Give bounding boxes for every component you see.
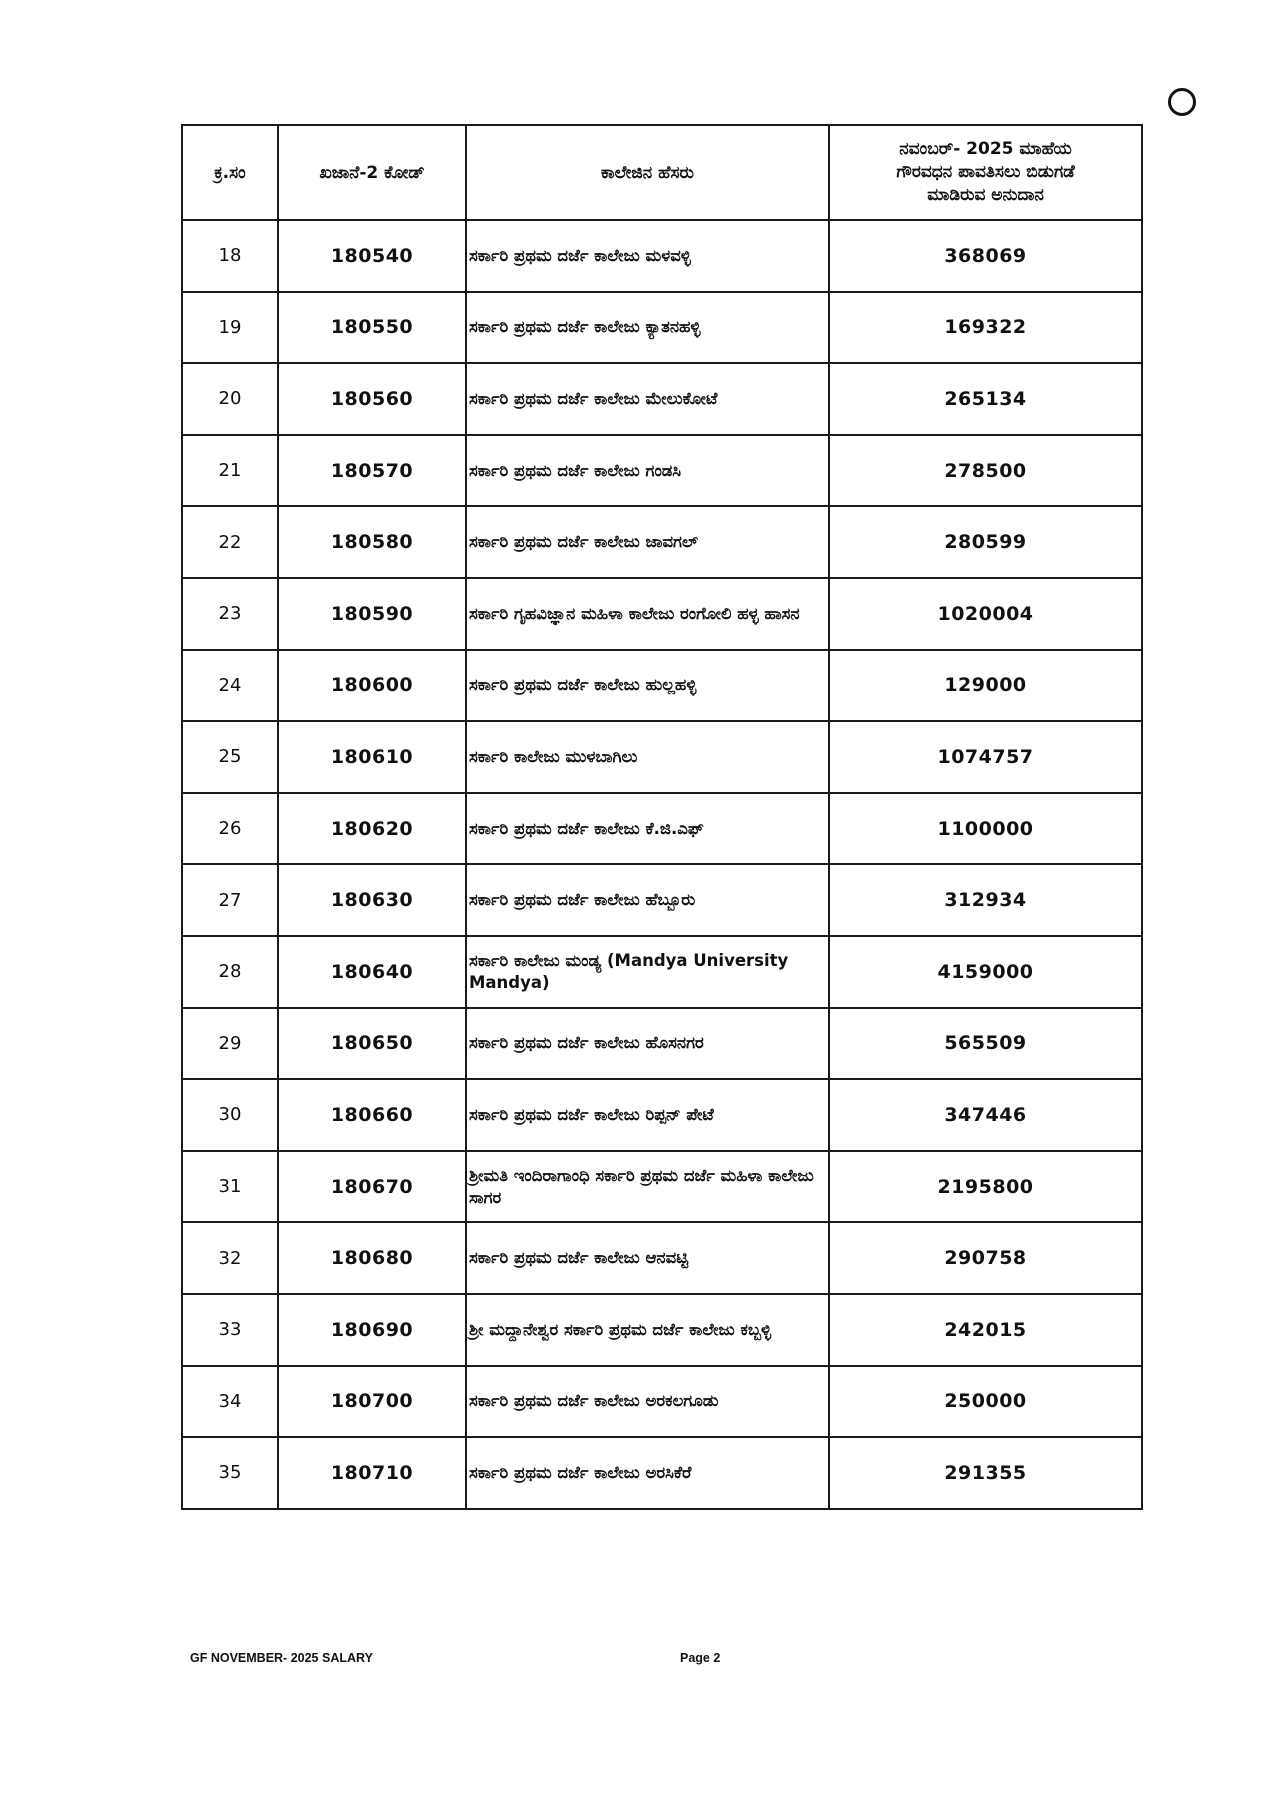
treasury-code-cell: 180610 [278, 721, 466, 793]
college-name-cell: ಶ್ರೀ ಮದ್ದಾನೇಶ್ವರ ಸರ್ಕಾರಿ ಪ್ರಥಮ ದರ್ಜೆ ಕಾಲೇಜು ಕಬ್ಬಳ್ಳಿ [466, 1294, 829, 1366]
header-treasury-code: ಖಜಾನೆ-2 ಕೋಡ್ [278, 125, 466, 220]
treasury-code-cell: 180550 [278, 292, 466, 364]
serial-cell: 27 [182, 864, 278, 936]
serial-cell: 19 [182, 292, 278, 364]
amount-cell: 169322 [829, 292, 1142, 364]
table-row [182, 1008, 1142, 1080]
treasury-code-cell: 180690 [278, 1294, 466, 1366]
college-name-cell: ಸರ್ಕಾರಿ ಪ್ರಥಮ ದರ್ಜೆ ಕಾಲೇಜು ಕ್ಯಾತನಹಳ್ಳಿ [466, 292, 829, 364]
header-amount-line3: ಮಾಡಿರುವ ಅನುದಾನ [927, 185, 1044, 205]
table-row [182, 864, 1142, 936]
table-row [182, 793, 1142, 865]
header-amount-line2: ಗೌರವಧನ ಪಾವತಿಸಲು ಬಿಡುಗಡೆ [896, 162, 1075, 182]
amount-cell: 312934 [829, 864, 1142, 936]
amount-cell: 265134 [829, 363, 1142, 435]
table-body [182, 220, 1142, 1509]
serial-cell: 25 [182, 721, 278, 793]
college-name-cell: ಸರ್ಕಾರಿ ಪ್ರಥಮ ದರ್ಜೆ ಕಾಲೇಜು ಹುಲ್ಲಹಳ್ಳಿ [466, 650, 829, 722]
amount-cell: 291355 [829, 1437, 1142, 1509]
table-row [182, 292, 1142, 364]
table-row [182, 1437, 1142, 1509]
serial-cell: 26 [182, 793, 278, 865]
serial-cell: 24 [182, 650, 278, 722]
college-name-cell: ಸರ್ಕಾರಿ ಪ್ರಥಮ ದರ್ಜೆ ಕಾಲೇಜು ಕೆ.ಜಿ.ಎಫ್ [466, 793, 829, 865]
table-row [182, 363, 1142, 435]
college-name-cell: ಸರ್ಕಾರಿ ಕಾಲೇಜು ಮಂಡ್ಯ (Mandya University Mandya) [466, 936, 829, 1008]
treasury-code-cell: 180570 [278, 435, 466, 507]
header-serial: ಕ್ರ.ಸಂ [182, 125, 278, 220]
serial-cell: 18 [182, 220, 278, 292]
table-row [182, 650, 1142, 722]
amount-cell: 347446 [829, 1079, 1142, 1151]
serial-cell: 20 [182, 363, 278, 435]
table-row [182, 936, 1142, 1008]
serial-cell: 29 [182, 1008, 278, 1080]
amount-cell: 4159000 [829, 936, 1142, 1008]
treasury-code-cell: 180660 [278, 1079, 466, 1151]
serial-cell: 35 [182, 1437, 278, 1509]
college-name-cell: ಸರ್ಕಾರಿ ಪ್ರಥಮ ದರ್ಜೆ ಕಾಲೇಜು ಗಂಡಸಿ [466, 435, 829, 507]
amount-cell: 278500 [829, 435, 1142, 507]
serial-cell: 33 [182, 1294, 278, 1366]
serial-cell: 34 [182, 1366, 278, 1438]
treasury-code-cell: 180560 [278, 363, 466, 435]
table-row [182, 721, 1142, 793]
college-name-cell: ಸರ್ಕಾರಿ ಪ್ರಥಮ ದರ್ಜೆ ಕಾಲೇಜು ಮಳವಳ್ಳಿ [466, 220, 829, 292]
amount-cell: 290758 [829, 1222, 1142, 1294]
amount-cell: 1020004 [829, 578, 1142, 650]
treasury-code-cell: 180700 [278, 1366, 466, 1438]
serial-cell: 32 [182, 1222, 278, 1294]
table-row [182, 578, 1142, 650]
serial-cell: 30 [182, 1079, 278, 1151]
amount-cell: 242015 [829, 1294, 1142, 1366]
header-college-name: ಕಾಲೇಜಿನ ಹೆಸರು [466, 125, 829, 220]
college-name-cell: ಸರ್ಕಾರಿ ಪ್ರಥಮ ದರ್ಜೆ ಕಾಲೇಜು ಅರಸಿಕೆರೆ [466, 1437, 829, 1509]
serial-cell: 28 [182, 936, 278, 1008]
treasury-code-cell: 180670 [278, 1151, 466, 1223]
table-row [182, 1294, 1142, 1366]
table-row [182, 1079, 1142, 1151]
amount-cell: 2195800 [829, 1151, 1142, 1223]
college-name-cell: ಸರ್ಕಾರಿ ಪ್ರಥಮ ದರ್ಜೆ ಕಾಲೇಜು ಹೆಬ್ಬೂರು [466, 864, 829, 936]
table-row [182, 506, 1142, 578]
table-row [182, 435, 1142, 507]
table-row [182, 1366, 1142, 1438]
table-row [182, 1222, 1142, 1294]
treasury-code-cell: 180650 [278, 1008, 466, 1080]
college-name-cell: ಸರ್ಕಾರಿ ಕಾಲೇಜು ಮುಳಬಾಗಿಲು [466, 721, 829, 793]
header-amount [829, 125, 1142, 220]
serial-cell: 31 [182, 1151, 278, 1223]
treasury-code-cell: 180590 [278, 578, 466, 650]
serial-cell: 21 [182, 435, 278, 507]
serial-cell: 22 [182, 506, 278, 578]
treasury-code-cell: 180620 [278, 793, 466, 865]
college-name-cell: ಸರ್ಕಾರಿ ಪ್ರಥಮ ದರ್ಜೆ ಕಾಲೇಜು ಹೊಸನಗರ [466, 1008, 829, 1080]
college-name-cell: ಶ್ರೀಮತಿ ಇಂದಿರಾಗಾಂಧಿ ಸರ್ಕಾರಿ ಪ್ರಥಮ ದರ್ಜೆ ಮಹಿಳಾ ಕಾಲೇಜು ಸಾಗರ [466, 1151, 829, 1223]
amount-cell: 1100000 [829, 793, 1142, 865]
table-row [182, 1151, 1142, 1223]
college-name-cell: ಸರ್ಕಾರಿ ಗೃಹವಿಜ್ಞಾನ ಮಹಿಳಾ ಕಾಲೇಜು ರಂಗೋಲಿ ಹಳ್ಳ ಹಾಸನ [466, 578, 829, 650]
treasury-code-cell: 180630 [278, 864, 466, 936]
circle-mark [1168, 88, 1196, 116]
college-name-cell: ಸರ್ಕಾರಿ ಪ್ರಥಮ ದರ್ಜೆ ಕಾಲೇಜು ಮೇಲುಕೋಟೆ [466, 363, 829, 435]
amount-cell: 280599 [829, 506, 1142, 578]
amount-cell: 565509 [829, 1008, 1142, 1080]
footer-page-number: Page 2 [680, 1651, 721, 1665]
treasury-code-cell: 180680 [278, 1222, 466, 1294]
college-name-cell: ಸರ್ಕಾರಿ ಪ್ರಥಮ ದರ್ಜೆ ಕಾಲೇಜು ಜಾವಗಲ್ [466, 506, 829, 578]
treasury-code-cell: 180710 [278, 1437, 466, 1509]
table-header-row [182, 125, 1142, 220]
college-name-cell: ಸರ್ಕಾರಿ ಪ್ರಥಮ ದರ್ಜೆ ಕಾಲೇಜು ಅರಕಲಗೂಡು [466, 1366, 829, 1438]
treasury-code-cell: 180640 [278, 936, 466, 1008]
amount-cell: 250000 [829, 1366, 1142, 1438]
treasury-code-cell: 180580 [278, 506, 466, 578]
treasury-code-cell: 180600 [278, 650, 466, 722]
serial-cell: 23 [182, 578, 278, 650]
grant-table [181, 124, 1143, 1510]
treasury-code-cell: 180540 [278, 220, 466, 292]
college-name-cell: ಸರ್ಕಾರಿ ಪ್ರಥಮ ದರ್ಜೆ ಕಾಲೇಜು ರಿಪ್ಪನ್ ಪೇಟೆ [466, 1079, 829, 1151]
table-row [182, 220, 1142, 292]
footer-document-label: GF NOVEMBER- 2025 SALARY [190, 1651, 373, 1665]
header-amount-line1: ನವಂಬರ್- 2025 ಮಾಹೆಯ [899, 139, 1072, 159]
college-name-cell: ಸರ್ಕಾರಿ ಪ್ರಥಮ ದರ್ಜೆ ಕಾಲೇಜು ಆನವಟ್ಟಿ [466, 1222, 829, 1294]
amount-cell: 129000 [829, 650, 1142, 722]
amount-cell: 1074757 [829, 721, 1142, 793]
amount-cell: 368069 [829, 220, 1142, 292]
